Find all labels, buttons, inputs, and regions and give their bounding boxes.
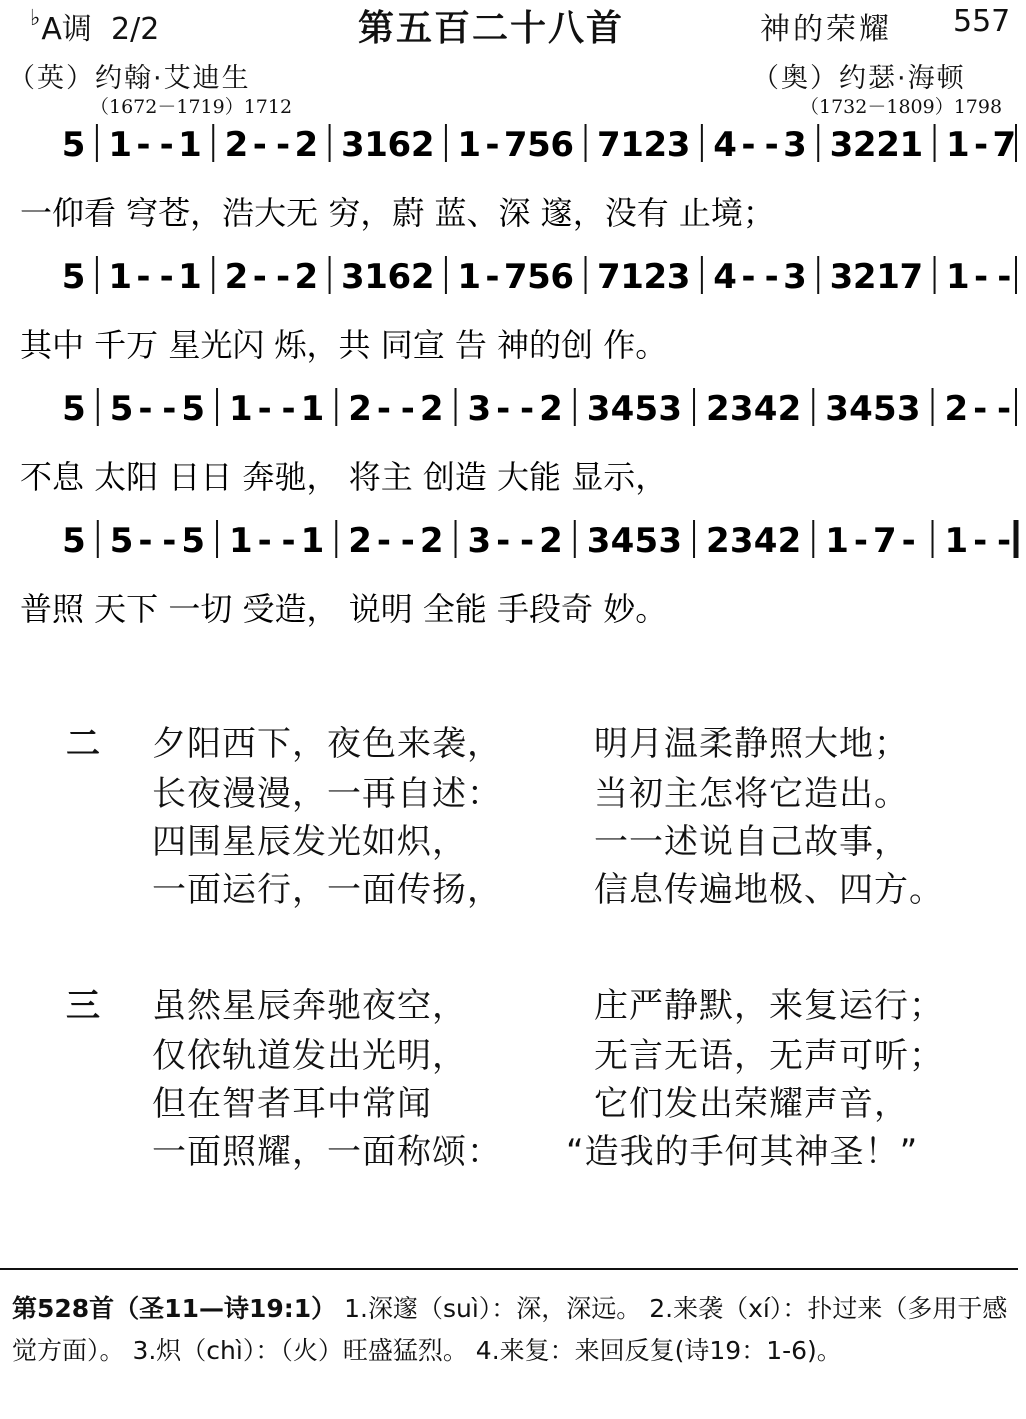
note: 5 bbox=[527, 257, 551, 297]
verse-line: 夕阳西下，夜色来袭， bbox=[152, 724, 502, 764]
footnotes bbox=[12, 1288, 1016, 1372]
note: 5 bbox=[634, 521, 659, 561]
note: 1 bbox=[945, 125, 970, 165]
note: 7 bbox=[992, 125, 1017, 165]
note: 3 bbox=[341, 125, 365, 165]
dash-note: - bbox=[741, 125, 756, 165]
dash-note: - bbox=[853, 521, 869, 561]
verse-line: 庄严静默，来复运行； bbox=[594, 986, 944, 1026]
dash-note: - bbox=[496, 521, 511, 561]
dash-note: - bbox=[400, 389, 415, 429]
hymn-title: 第五百二十八首 bbox=[358, 8, 625, 49]
note: 4 bbox=[753, 521, 778, 561]
note: 2 bbox=[348, 389, 372, 429]
note: 1 bbox=[178, 125, 202, 165]
note: 2 bbox=[706, 521, 730, 561]
note: 2 bbox=[539, 389, 563, 429]
dash-note: - bbox=[496, 389, 511, 429]
dash-note: - bbox=[997, 257, 1012, 297]
verse-number: 三 bbox=[66, 986, 100, 1026]
note: 3 bbox=[783, 125, 807, 165]
note: 3 bbox=[467, 521, 492, 561]
note: 2 bbox=[410, 125, 435, 165]
note: 7 bbox=[596, 125, 621, 165]
verse-line: 四围星辰发光如炽， bbox=[152, 822, 467, 862]
dash-note: - bbox=[162, 389, 177, 429]
note: 5 bbox=[527, 125, 551, 165]
note: 2 bbox=[348, 521, 372, 561]
dash-note: - bbox=[136, 125, 151, 165]
dash-note: - bbox=[281, 521, 296, 561]
note: 3 bbox=[666, 257, 691, 297]
note: 5 bbox=[872, 389, 897, 429]
note: 1 bbox=[899, 125, 924, 165]
dash-note: - bbox=[974, 257, 989, 297]
verse-line: 无言无语，无声可听； bbox=[594, 1036, 944, 1076]
note: 2 bbox=[294, 125, 319, 165]
note: 2 bbox=[224, 125, 249, 165]
note: 3 bbox=[666, 125, 691, 165]
note: 5 bbox=[62, 521, 86, 561]
note: 1 bbox=[457, 257, 482, 297]
note: 4 bbox=[713, 125, 737, 165]
dash-note: - bbox=[520, 521, 535, 561]
note: 3 bbox=[829, 125, 854, 165]
note: 2 bbox=[643, 125, 668, 165]
note: 3 bbox=[586, 389, 611, 429]
note: 2 bbox=[294, 257, 319, 297]
note: 1 bbox=[620, 125, 644, 165]
note: 1 bbox=[178, 257, 202, 297]
note: 3 bbox=[658, 521, 683, 561]
verse-line: “造我的手何其神圣！” bbox=[566, 1132, 919, 1172]
note: 3 bbox=[341, 257, 365, 297]
note: 1 bbox=[944, 521, 969, 561]
dash-note: - bbox=[764, 125, 779, 165]
dash-note: - bbox=[376, 389, 392, 429]
note: 1 bbox=[229, 521, 253, 561]
dash-note: - bbox=[275, 125, 291, 165]
verse-line: 一面运行，一面传扬， bbox=[152, 870, 502, 910]
verse-line: 长夜漫漫，一再自述： bbox=[152, 774, 502, 814]
dash-note: - bbox=[485, 125, 500, 165]
note: 1 bbox=[364, 257, 388, 297]
dash-note: - bbox=[138, 389, 153, 429]
dash-note: - bbox=[252, 257, 267, 297]
dash-note: - bbox=[901, 521, 916, 561]
dash-note: - bbox=[997, 389, 1012, 429]
footnote-text: 1.深邃（suì）：深，深远。 2.来袭（xí）：扑过来（多用于感觉方面）。 3.炽（chì）：（火）旺盛猛烈。 4.来复：来回反复(诗19：1-6)。 bbox=[12, 1294, 1008, 1365]
note: 2 bbox=[777, 389, 802, 429]
lyricist: （英）约翰·艾迪生 bbox=[8, 63, 251, 94]
dash-note: - bbox=[741, 257, 756, 297]
note: 5 bbox=[109, 389, 134, 429]
verse-line: 当初主怎将它造出。 bbox=[594, 774, 909, 814]
note: 1 bbox=[108, 125, 133, 165]
note: 1 bbox=[108, 257, 133, 297]
note: 1 bbox=[457, 125, 482, 165]
note: 7 bbox=[596, 257, 621, 297]
verse-line: 但在智者耳中常闻 bbox=[152, 1084, 432, 1124]
verse-line: 它们发出荣耀声音， bbox=[594, 1084, 909, 1124]
dash-note: - bbox=[974, 125, 989, 165]
note: 6 bbox=[387, 125, 412, 165]
note: 7 bbox=[872, 521, 897, 561]
note: 2 bbox=[944, 389, 969, 429]
note: 3 bbox=[825, 389, 849, 429]
lyricist-dates: （1672－1719）1712 bbox=[90, 96, 293, 118]
note: 4 bbox=[849, 389, 873, 429]
note: 7 bbox=[503, 257, 528, 297]
dash-note: - bbox=[162, 521, 177, 561]
lyric-line: 其中 千万 星光闪 烁，共 同宣 告 神的创 作。 bbox=[20, 326, 668, 364]
hymn-theme: 神的荣耀 bbox=[760, 12, 892, 47]
note: 3 bbox=[729, 521, 754, 561]
note: 5 bbox=[634, 389, 659, 429]
dash-note: - bbox=[281, 389, 296, 429]
note: 2 bbox=[706, 389, 730, 429]
composer-dates: （1732－1809）1798 bbox=[800, 96, 1003, 118]
lyric-line: 不息 太阳 日日 奔驰， 将主 创造 大能 显示， bbox=[20, 458, 668, 496]
note: 3 bbox=[896, 389, 921, 429]
note: 2 bbox=[539, 521, 563, 561]
note: 2 bbox=[777, 521, 802, 561]
note: 3 bbox=[729, 389, 754, 429]
dash-note: - bbox=[257, 521, 272, 561]
dash-note: - bbox=[136, 257, 151, 297]
dash-note: - bbox=[257, 389, 272, 429]
note: 2 bbox=[419, 389, 444, 429]
verse-number: 二 bbox=[66, 724, 100, 764]
dash-note: - bbox=[159, 125, 174, 165]
note: 2 bbox=[410, 257, 435, 297]
note: 7 bbox=[503, 125, 528, 165]
dash-note: - bbox=[159, 257, 174, 297]
key-name: A调 bbox=[41, 12, 92, 47]
dash-note: - bbox=[997, 521, 1012, 561]
note: 3 bbox=[467, 389, 492, 429]
note: 2 bbox=[876, 125, 900, 165]
note: 5 bbox=[181, 521, 206, 561]
lyric-line: 一仰看 穹苍，浩大无 穷，蔚 蓝、深 邃，没有 止境； bbox=[20, 194, 775, 232]
page-number: 557 bbox=[953, 4, 1011, 39]
lyric-line: 普照 天下 一切 受造， 说明 全能 手段奇 妙。 bbox=[20, 590, 668, 628]
note: 1 bbox=[300, 389, 325, 429]
note: 6 bbox=[550, 257, 575, 297]
note: 4 bbox=[610, 389, 635, 429]
note: 2 bbox=[852, 125, 877, 165]
note: 2 bbox=[643, 257, 668, 297]
note: 1 bbox=[945, 257, 970, 297]
note: 3 bbox=[658, 389, 683, 429]
note: 3 bbox=[829, 257, 854, 297]
note: 2 bbox=[852, 257, 877, 297]
note: 2 bbox=[224, 257, 249, 297]
verse-line: 虽然星辰奔驰夜空， bbox=[152, 986, 467, 1026]
note: 5 bbox=[62, 389, 86, 429]
note: 5 bbox=[181, 389, 206, 429]
verse-line: 一一述说自己故事， bbox=[594, 822, 909, 862]
verse-line: 仅依轨道发出光明， bbox=[152, 1036, 467, 1076]
dash-note: - bbox=[973, 521, 988, 561]
note: 4 bbox=[713, 257, 737, 297]
dash-note: - bbox=[275, 257, 291, 297]
note: 1 bbox=[364, 125, 388, 165]
dash-note: - bbox=[252, 125, 267, 165]
note: 1 bbox=[876, 257, 900, 297]
dash-note: - bbox=[400, 521, 415, 561]
note: 6 bbox=[550, 125, 575, 165]
note: 6 bbox=[387, 257, 412, 297]
dash-note: - bbox=[520, 389, 535, 429]
flat-sign: ♭ bbox=[30, 6, 41, 31]
note: 1 bbox=[620, 257, 644, 297]
dash-note: - bbox=[138, 521, 153, 561]
footnote-reference: 第528首（圣11—诗19:1） bbox=[12, 1294, 337, 1323]
note: 2 bbox=[419, 521, 444, 561]
note: 7 bbox=[899, 257, 924, 297]
dash-note: - bbox=[376, 521, 392, 561]
note: 1 bbox=[825, 521, 849, 561]
composer: （奥）约瑟·海顿 bbox=[752, 63, 966, 94]
note: 5 bbox=[61, 125, 86, 165]
note: 5 bbox=[109, 521, 134, 561]
dash-note: - bbox=[485, 257, 500, 297]
note: 5 bbox=[61, 257, 86, 297]
time-signature: 2/2 bbox=[111, 12, 160, 47]
dash-note: - bbox=[973, 389, 988, 429]
verse-line: 一面照耀，一面称颂： bbox=[152, 1132, 502, 1172]
note: 1 bbox=[229, 389, 253, 429]
footnote-divider bbox=[0, 1268, 1018, 1270]
note: 3 bbox=[586, 521, 611, 561]
note: 4 bbox=[753, 389, 778, 429]
verse-line: 明月温柔静照大地； bbox=[594, 724, 909, 764]
note: 3 bbox=[783, 257, 807, 297]
dash-note: - bbox=[764, 257, 779, 297]
note: 1 bbox=[300, 521, 325, 561]
verse-line: 信息传遍地极、四方。 bbox=[594, 870, 944, 910]
note: 4 bbox=[610, 521, 635, 561]
